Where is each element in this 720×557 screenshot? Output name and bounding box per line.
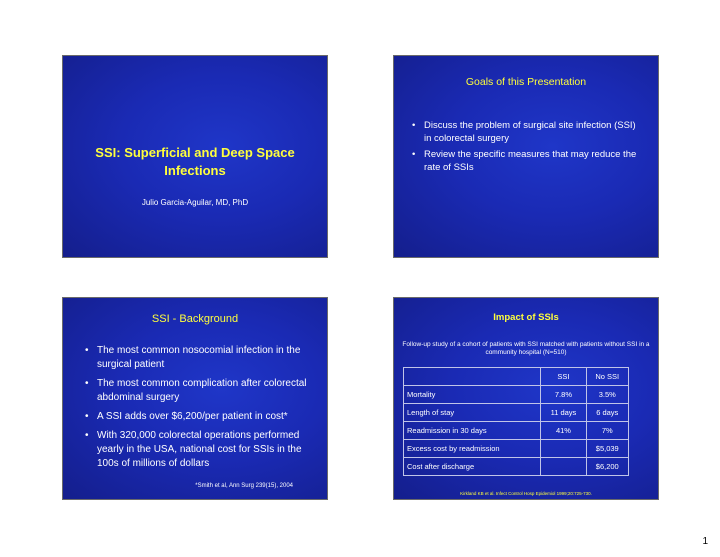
list-item: • Discuss the problem of surgical site infection (SSI) in colorectal surgery xyxy=(412,120,642,145)
page-number: 1 xyxy=(702,536,708,547)
bullet-list xyxy=(85,344,317,476)
table-cell: Excess cost by readmission xyxy=(404,440,541,458)
table-cell: $6,200 xyxy=(586,458,628,476)
impact-table xyxy=(403,367,629,476)
table-row xyxy=(404,440,629,458)
table-row xyxy=(404,386,629,404)
table-row xyxy=(404,404,629,422)
table-header-cell: No SSI xyxy=(586,368,628,386)
presentation-title: SSI: Superficial and Deep Space Infections xyxy=(95,145,295,178)
study-description: Follow-up study of a cohort of patients with SSI matched with patients without SSI in a community hospital (N=510) xyxy=(402,341,650,356)
table-cell: 7% xyxy=(586,422,628,440)
list-item: • A SSI adds over $6,200/per patient in cost* xyxy=(85,410,317,424)
list-item: • With 320,000 colorectal operations performed yearly in the USA, national cost for SSIs in the 100s of millions of dollars xyxy=(85,429,317,471)
table-row xyxy=(404,458,629,476)
table-header-cell: SSI xyxy=(541,368,586,386)
table-cell: Length of stay xyxy=(404,404,541,422)
table-header-row xyxy=(404,368,629,386)
table-cell: Mortality xyxy=(404,386,541,404)
slide-heading: SSI - Background xyxy=(151,313,239,325)
table-cell: 3.5% xyxy=(586,386,628,404)
table-cell: 41% xyxy=(541,422,586,440)
table-cell: Readmission in 30 days xyxy=(404,422,541,440)
table-row xyxy=(404,422,629,440)
table-cell: $5,039 xyxy=(586,440,628,458)
table-cell: 7.8% xyxy=(541,386,586,404)
slide-heading: Goals of this Presentation xyxy=(465,76,587,88)
slide-title xyxy=(62,55,328,258)
table-cell: 11 days xyxy=(541,404,586,422)
slide-heading: Impact of SSIs xyxy=(493,312,559,323)
list-item: • The most common complication after colorectal abdominal surgery xyxy=(85,377,317,405)
reference-note: *Smith et al, Ann Surg 239(15), 2004 xyxy=(195,483,293,489)
table-cell: Cost after discharge xyxy=(404,458,541,476)
reference-note: Kirkland KB et al. Infect Control Hosp Epidemiol 1999;20:725-730. xyxy=(460,491,592,496)
table-cell xyxy=(404,368,541,386)
table-cell xyxy=(541,440,586,458)
list-item: • The most common nosocomial infection in the surgical patient xyxy=(85,344,317,372)
list-item: • Review the specific measures that may reduce the rate of SSIs xyxy=(412,149,642,174)
bullet-list xyxy=(412,120,642,178)
slide-goals xyxy=(393,55,659,258)
author: Julio Garcia-Aguilar, MD, PhD xyxy=(141,198,249,207)
slide-impact xyxy=(393,297,659,500)
slide-background xyxy=(62,297,328,500)
table-cell xyxy=(541,458,586,476)
table-cell: 6 days xyxy=(586,404,628,422)
